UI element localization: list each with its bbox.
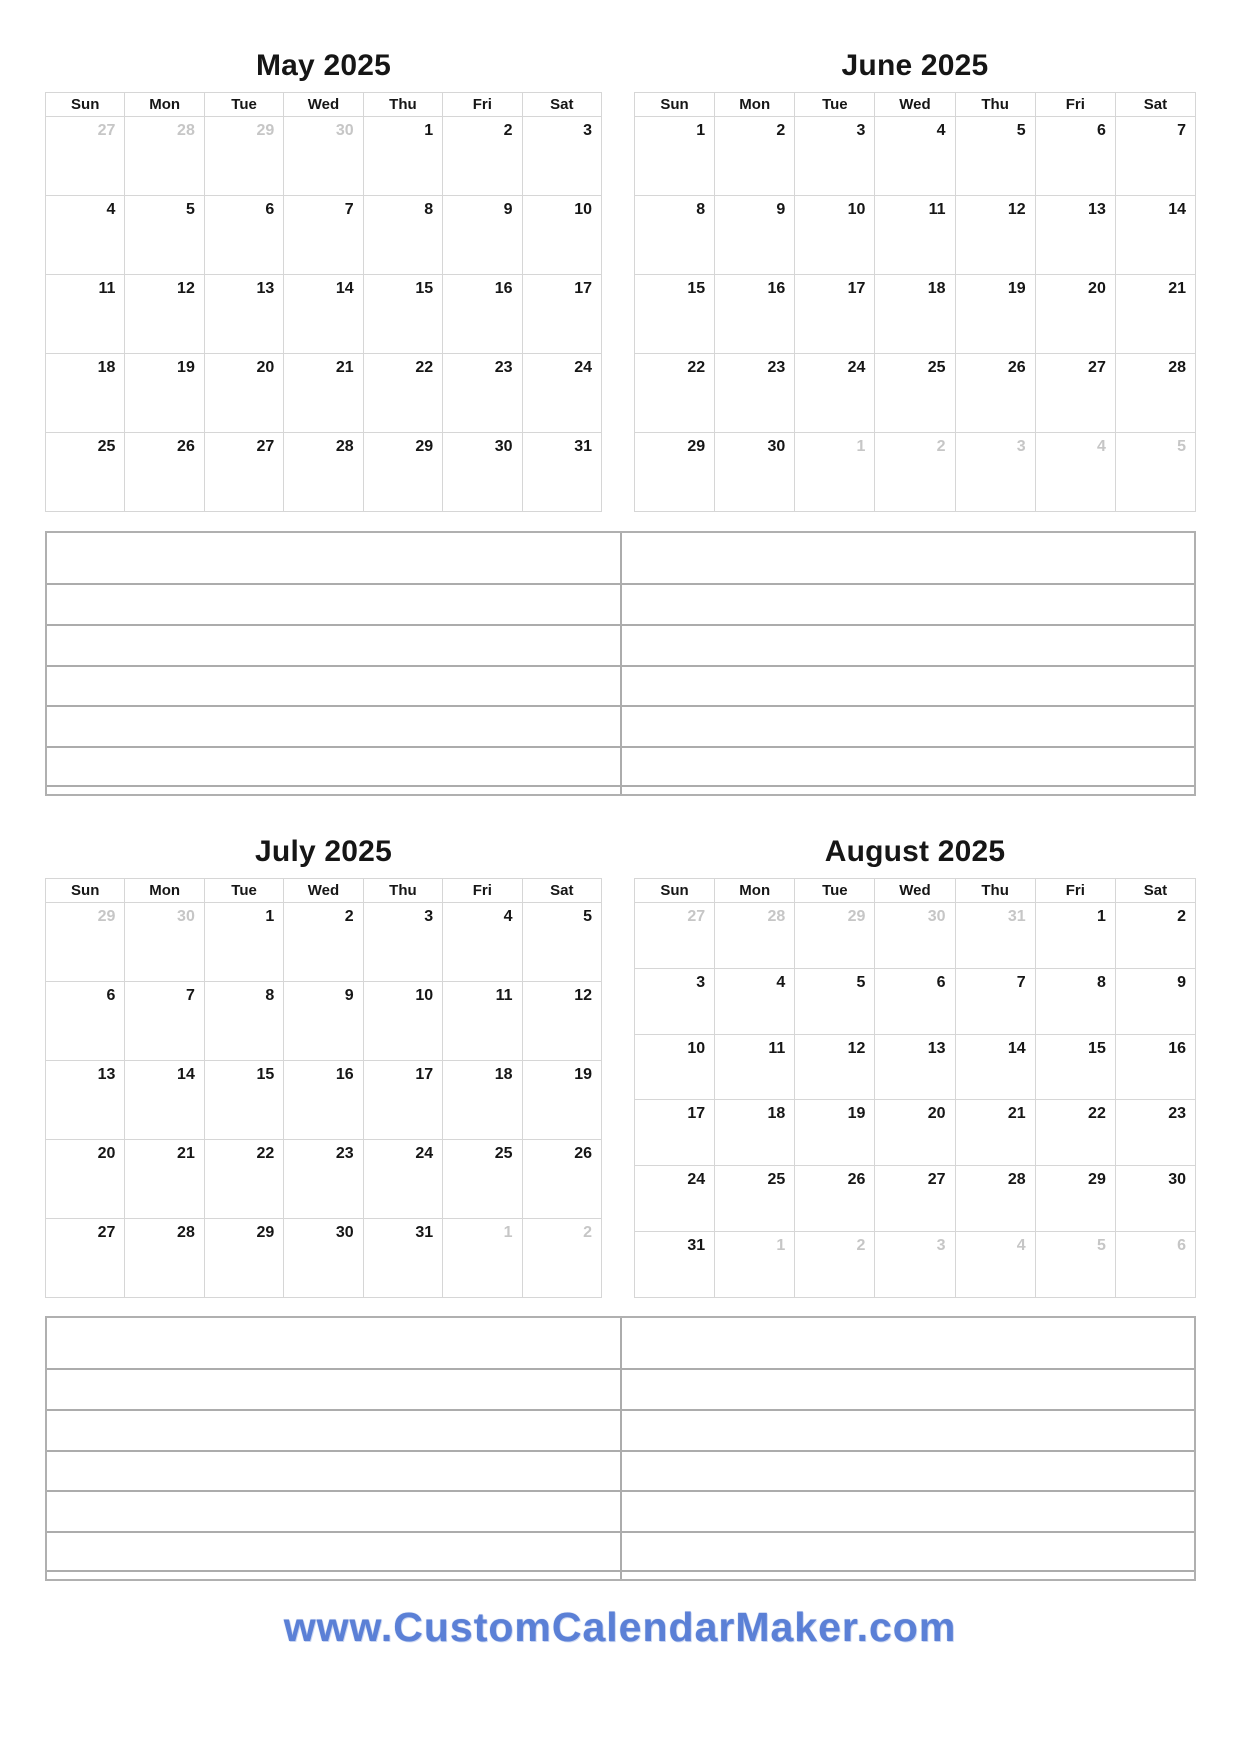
weekday-header: Tue <box>204 92 283 116</box>
day-cell-adjacent-month: 5 <box>1035 1231 1115 1297</box>
day-cell-adjacent-month: 28 <box>714 902 794 968</box>
day-cell: 22 <box>634 353 714 432</box>
day-cell: 13 <box>204 274 283 353</box>
day-cell: 10 <box>363 981 442 1060</box>
day-cell: 11 <box>714 1034 794 1100</box>
day-cell: 28 <box>1115 353 1195 432</box>
month-august-2025 <box>634 826 1196 1298</box>
day-cell-adjacent-month: 30 <box>124 902 203 981</box>
notes-cell-right <box>622 787 1195 794</box>
day-cell: 2 <box>1115 902 1195 968</box>
day-cell: 7 <box>1115 116 1195 195</box>
day-cell: 14 <box>283 274 362 353</box>
day-cell: 12 <box>522 981 601 1060</box>
day-cell: 25 <box>442 1139 521 1218</box>
day-cell: 27 <box>45 1218 124 1297</box>
weekday-header: Fri <box>1035 878 1115 902</box>
day-cell: 15 <box>204 1060 283 1139</box>
day-cell: 11 <box>442 981 521 1060</box>
day-cell: 15 <box>363 274 442 353</box>
day-cell: 18 <box>874 274 954 353</box>
weekday-header: Fri <box>442 92 521 116</box>
day-cell: 17 <box>522 274 601 353</box>
month-grid-july <box>45 878 602 1298</box>
notes-row <box>47 787 1194 794</box>
day-cell-adjacent-month: 4 <box>955 1231 1035 1297</box>
day-cell: 20 <box>204 353 283 432</box>
notes-row <box>47 1411 1194 1452</box>
day-cell: 24 <box>794 353 874 432</box>
day-cell: 12 <box>794 1034 874 1100</box>
month-grid-june <box>634 92 1196 512</box>
day-cell: 15 <box>634 274 714 353</box>
day-cell: 1 <box>204 902 283 981</box>
day-cell: 7 <box>955 968 1035 1034</box>
day-cell-adjacent-month: 6 <box>1115 1231 1195 1297</box>
weekday-header: Fri <box>1035 92 1115 116</box>
day-cell: 8 <box>634 195 714 274</box>
day-cell: 30 <box>283 1218 362 1297</box>
month-grid-may <box>45 92 602 512</box>
day-cell: 13 <box>45 1060 124 1139</box>
day-cell: 3 <box>522 116 601 195</box>
notes-cell-left <box>47 1572 622 1579</box>
day-cell: 22 <box>363 353 442 432</box>
notes-cell-left <box>47 707 622 746</box>
day-cell: 18 <box>45 353 124 432</box>
day-cell: 19 <box>124 353 203 432</box>
notes-cell-left <box>47 1370 622 1409</box>
day-cell: 8 <box>204 981 283 1060</box>
day-cell: 19 <box>522 1060 601 1139</box>
weekday-header: Fri <box>442 878 521 902</box>
day-cell: 13 <box>1035 195 1115 274</box>
day-cell: 6 <box>45 981 124 1060</box>
notes-cell-right <box>622 1572 1195 1579</box>
notes-cell-right <box>622 1318 1195 1368</box>
notes-row <box>47 1452 1194 1492</box>
day-cell-adjacent-month: 4 <box>1035 432 1115 511</box>
day-cell: 29 <box>634 432 714 511</box>
day-cell: 25 <box>714 1165 794 1231</box>
day-cell-adjacent-month: 31 <box>955 902 1035 968</box>
notes-row <box>47 1370 1194 1411</box>
day-cell-adjacent-month: 1 <box>794 432 874 511</box>
notes-row <box>47 1533 1194 1572</box>
day-cell: 24 <box>634 1165 714 1231</box>
weekday-header: Sat <box>522 92 601 116</box>
day-cell: 16 <box>714 274 794 353</box>
month-june-2025 <box>634 40 1196 512</box>
day-cell: 9 <box>1115 968 1195 1034</box>
day-cell: 4 <box>442 902 521 981</box>
day-cell: 16 <box>442 274 521 353</box>
day-cell: 18 <box>714 1099 794 1165</box>
notes-cell-right <box>622 1411 1195 1450</box>
notes-row <box>47 667 1194 707</box>
day-cell-adjacent-month: 3 <box>874 1231 954 1297</box>
notes-row <box>47 626 1194 667</box>
day-cell: 2 <box>714 116 794 195</box>
day-cell: 20 <box>874 1099 954 1165</box>
day-cell: 6 <box>204 195 283 274</box>
weekday-header: Mon <box>124 878 203 902</box>
day-cell: 19 <box>955 274 1035 353</box>
day-cell: 1 <box>634 116 714 195</box>
weekday-header: Wed <box>283 878 362 902</box>
weekday-header: Mon <box>714 878 794 902</box>
day-cell: 11 <box>874 195 954 274</box>
notes-cell-right <box>622 1533 1195 1570</box>
weekday-header: Thu <box>363 878 442 902</box>
day-cell-adjacent-month: 2 <box>522 1218 601 1297</box>
notes-cell-left <box>47 1452 622 1490</box>
notes-cell-left <box>47 667 622 705</box>
day-cell: 26 <box>794 1165 874 1231</box>
day-cell: 9 <box>283 981 362 1060</box>
day-cell: 10 <box>794 195 874 274</box>
weekday-header: Thu <box>955 878 1035 902</box>
day-cell: 20 <box>1035 274 1115 353</box>
day-cell-adjacent-month: 1 <box>714 1231 794 1297</box>
day-cell: 11 <box>45 274 124 353</box>
notes-row <box>47 1492 1194 1533</box>
day-cell: 15 <box>1035 1034 1115 1100</box>
day-cell: 25 <box>874 353 954 432</box>
notes-cell-right <box>622 1492 1195 1531</box>
weekday-header: Sun <box>45 92 124 116</box>
day-cell-adjacent-month: 29 <box>204 116 283 195</box>
day-cell: 29 <box>1035 1165 1115 1231</box>
weekday-header: Wed <box>283 92 362 116</box>
day-cell: 30 <box>1115 1165 1195 1231</box>
day-cell-adjacent-month: 3 <box>955 432 1035 511</box>
weekday-header: Thu <box>955 92 1035 116</box>
notes-cell-right <box>622 667 1195 705</box>
notes-table-bottom <box>45 1316 1196 1581</box>
day-cell: 9 <box>442 195 521 274</box>
day-cell: 5 <box>124 195 203 274</box>
notes-cell-right <box>622 585 1195 624</box>
day-cell: 14 <box>124 1060 203 1139</box>
month-july-2025 <box>45 826 602 1298</box>
notes-cell-right <box>622 626 1195 665</box>
day-cell: 20 <box>45 1139 124 1218</box>
day-cell: 31 <box>522 432 601 511</box>
weekday-header: Thu <box>363 92 442 116</box>
weekday-header: Sun <box>634 92 714 116</box>
weekday-header: Tue <box>204 878 283 902</box>
day-cell: 24 <box>522 353 601 432</box>
day-cell-adjacent-month: 29 <box>794 902 874 968</box>
notes-cell-left <box>47 787 622 794</box>
day-cell: 6 <box>874 968 954 1034</box>
day-cell: 5 <box>794 968 874 1034</box>
day-cell: 3 <box>794 116 874 195</box>
day-cell: 27 <box>1035 353 1115 432</box>
day-cell: 17 <box>363 1060 442 1139</box>
notes-table-top <box>45 531 1196 796</box>
day-cell: 21 <box>283 353 362 432</box>
notes-cell-left <box>47 585 622 624</box>
day-cell: 31 <box>634 1231 714 1297</box>
day-cell: 16 <box>283 1060 362 1139</box>
notes-row <box>47 1318 1194 1370</box>
weekday-header: Sat <box>1115 92 1195 116</box>
day-cell: 16 <box>1115 1034 1195 1100</box>
day-cell-adjacent-month: 27 <box>634 902 714 968</box>
day-cell: 21 <box>955 1099 1035 1165</box>
weekday-header: Mon <box>124 92 203 116</box>
month-title: June 2025 <box>841 49 989 82</box>
notes-cell-left <box>47 748 622 785</box>
month-title: May 2025 <box>255 49 392 82</box>
day-cell: 14 <box>955 1034 1035 1100</box>
day-cell: 29 <box>363 432 442 511</box>
day-cell: 14 <box>1115 195 1195 274</box>
day-cell: 2 <box>442 116 521 195</box>
notes-cell-left <box>47 1533 622 1570</box>
notes-row <box>47 585 1194 626</box>
day-cell: 17 <box>634 1099 714 1165</box>
day-cell: 3 <box>634 968 714 1034</box>
day-cell: 31 <box>363 1218 442 1297</box>
day-cell: 22 <box>204 1139 283 1218</box>
notes-row <box>47 1572 1194 1579</box>
weekday-header: Mon <box>714 92 794 116</box>
weekday-header: Tue <box>794 92 874 116</box>
notes-row <box>47 707 1194 748</box>
weekday-header: Wed <box>874 92 954 116</box>
day-cell-adjacent-month: 2 <box>874 432 954 511</box>
day-cell: 27 <box>204 432 283 511</box>
weekday-header: Tue <box>794 878 874 902</box>
day-cell: 6 <box>1035 116 1115 195</box>
day-cell: 7 <box>283 195 362 274</box>
notes-row <box>47 533 1194 585</box>
day-cell-adjacent-month: 2 <box>794 1231 874 1297</box>
day-cell: 21 <box>1115 274 1195 353</box>
weekday-header: Sat <box>522 878 601 902</box>
day-cell-adjacent-month: 29 <box>45 902 124 981</box>
day-cell: 18 <box>442 1060 521 1139</box>
day-cell: 25 <box>45 432 124 511</box>
notes-cell-right <box>622 1370 1195 1409</box>
day-cell: 4 <box>45 195 124 274</box>
day-cell: 21 <box>124 1139 203 1218</box>
day-cell: 24 <box>363 1139 442 1218</box>
day-cell: 19 <box>794 1099 874 1165</box>
day-cell-adjacent-month: 5 <box>1115 432 1195 511</box>
day-cell: 12 <box>124 274 203 353</box>
day-cell: 30 <box>442 432 521 511</box>
day-cell: 23 <box>1115 1099 1195 1165</box>
day-cell: 1 <box>1035 902 1115 968</box>
day-cell: 5 <box>955 116 1035 195</box>
notes-cell-left <box>47 1318 622 1368</box>
day-cell-adjacent-month: 30 <box>283 116 362 195</box>
day-cell: 28 <box>283 432 362 511</box>
notes-cell-right <box>622 1452 1195 1490</box>
notes-row <box>47 748 1194 787</box>
weekday-header: Wed <box>874 878 954 902</box>
day-cell-adjacent-month: 30 <box>874 902 954 968</box>
month-title: August 2025 <box>824 835 1006 868</box>
notes-cell-left <box>47 1411 622 1450</box>
day-cell: 23 <box>714 353 794 432</box>
day-cell: 10 <box>522 195 601 274</box>
notes-cell-left <box>47 533 622 583</box>
day-cell: 8 <box>363 195 442 274</box>
notes-cell-left <box>47 626 622 665</box>
day-cell: 9 <box>714 195 794 274</box>
notes-cell-left <box>47 1492 622 1531</box>
day-cell: 8 <box>1035 968 1115 1034</box>
weekday-header: Sun <box>634 878 714 902</box>
day-cell: 3 <box>363 902 442 981</box>
day-cell-adjacent-month: 1 <box>442 1218 521 1297</box>
day-cell: 17 <box>794 274 874 353</box>
month-grid-august <box>634 878 1196 1298</box>
day-cell: 10 <box>634 1034 714 1100</box>
notes-cell-right <box>622 748 1195 785</box>
weekday-header: Sun <box>45 878 124 902</box>
day-cell: 22 <box>1035 1099 1115 1165</box>
day-cell: 2 <box>283 902 362 981</box>
watermark-text: www.CustomCalendarMaker.com <box>283 1604 957 1650</box>
day-cell: 1 <box>363 116 442 195</box>
day-cell: 28 <box>124 1218 203 1297</box>
day-cell: 12 <box>955 195 1035 274</box>
month-title: July 2025 <box>255 835 392 868</box>
day-cell: 4 <box>714 968 794 1034</box>
day-cell-adjacent-month: 27 <box>45 116 124 195</box>
day-cell: 30 <box>714 432 794 511</box>
day-cell: 4 <box>874 116 954 195</box>
weekday-header: Sat <box>1115 878 1195 902</box>
notes-cell-right <box>622 533 1195 583</box>
day-cell: 29 <box>204 1218 283 1297</box>
day-cell: 26 <box>955 353 1035 432</box>
day-cell: 27 <box>874 1165 954 1231</box>
notes-cell-right <box>622 707 1195 746</box>
day-cell-adjacent-month: 28 <box>124 116 203 195</box>
day-cell: 26 <box>522 1139 601 1218</box>
day-cell: 5 <box>522 902 601 981</box>
day-cell: 13 <box>874 1034 954 1100</box>
day-cell: 26 <box>124 432 203 511</box>
day-cell: 23 <box>442 353 521 432</box>
day-cell: 28 <box>955 1165 1035 1231</box>
day-cell: 23 <box>283 1139 362 1218</box>
month-may-2025 <box>45 40 602 512</box>
day-cell: 7 <box>124 981 203 1060</box>
